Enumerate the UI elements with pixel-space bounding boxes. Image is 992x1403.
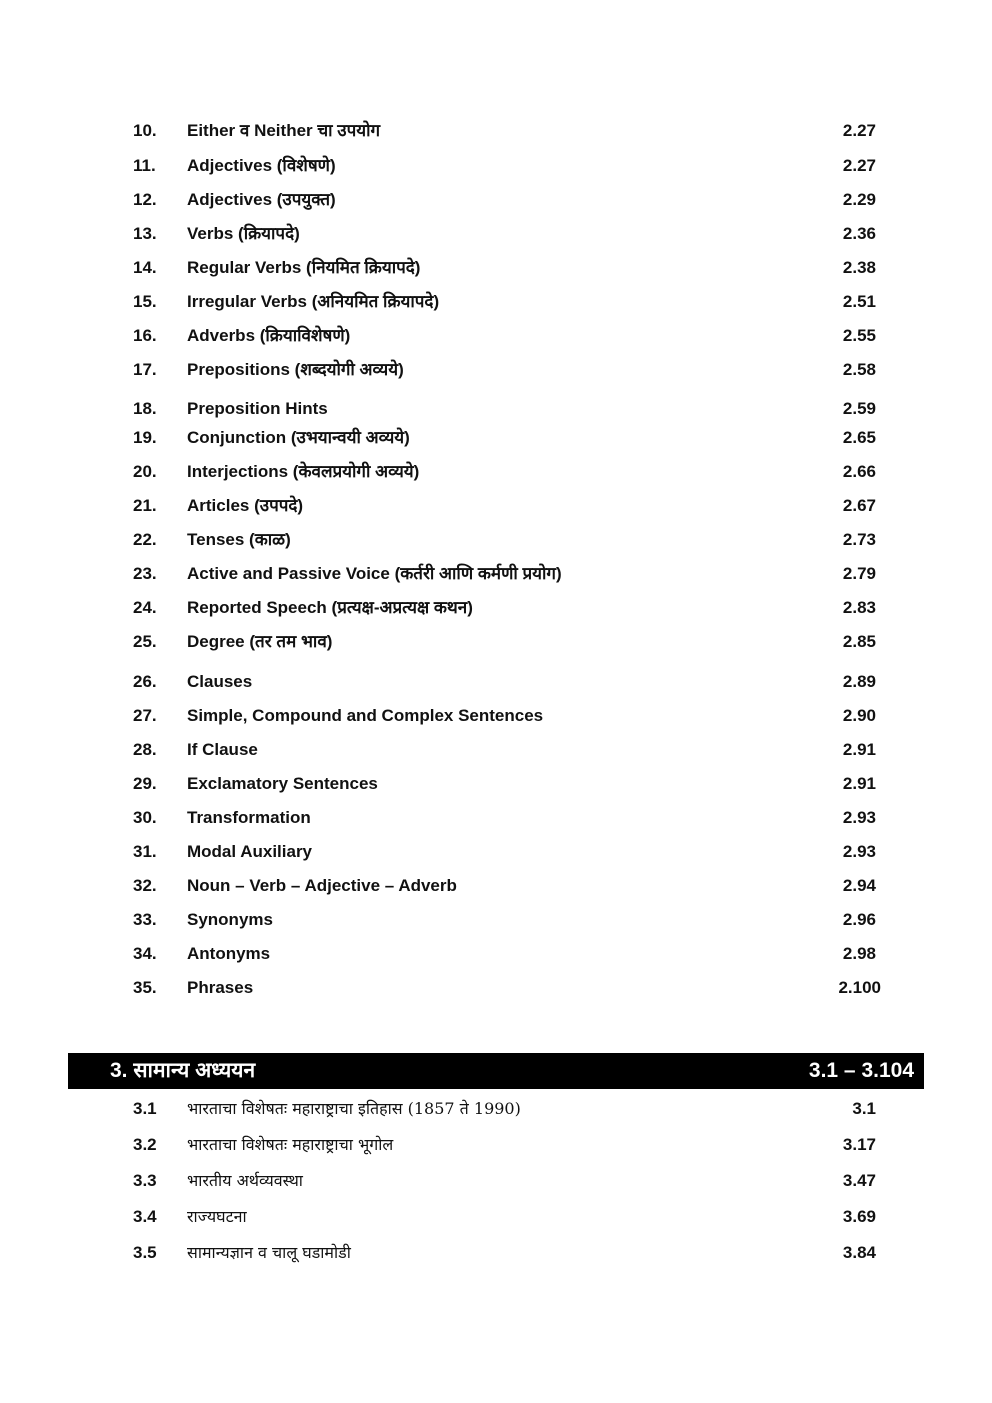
toc-entry: [0, 561, 992, 587]
entry-page: 2.27: [842, 121, 876, 140]
section-page-range: 3.1 – 3.104: [808, 1059, 914, 1082]
entry-page: 2.59: [842, 399, 876, 418]
entry-number: 34.: [133, 944, 157, 963]
toc-entry: [0, 187, 992, 213]
toc-entry: [0, 357, 992, 383]
entry-title: Synonyms: [187, 910, 273, 929]
entry-page: 2.93: [842, 808, 876, 827]
entry-number: 23.: [133, 564, 157, 583]
entry-title: Active and Passive Voice (कर्तरी आणि कर्मणी प्रयोग): [187, 564, 562, 583]
sub-entry-title: भारतीय अर्थव्यवस्था: [187, 1171, 303, 1190]
entry-page: 2.29: [842, 190, 876, 209]
entry-title: Adverbs (क्रियाविशेषणे): [187, 326, 351, 345]
entry-title: Conjunction (उभयान्वयी अव्यये): [187, 428, 410, 447]
entry-page: 2.58: [842, 360, 876, 379]
toc-entry: [0, 153, 992, 179]
toc-entry: [0, 771, 992, 797]
toc-entry: [0, 703, 992, 729]
entry-page: 2.79: [842, 564, 876, 583]
sub-entry-number: 3.3: [133, 1171, 157, 1190]
toc-entry: [0, 459, 992, 485]
section-sub-entry: [0, 1240, 992, 1266]
entry-page: 2.36: [842, 224, 876, 243]
sub-entry-number: 3.4: [133, 1207, 157, 1226]
entry-page: 2.51: [842, 292, 876, 311]
sub-entry-title: भारताचा विशेषतः महाराष्ट्राचा इतिहास (1857 ते 1990): [187, 1099, 521, 1118]
toc-entry: [0, 323, 992, 349]
entry-page: 2.90: [842, 706, 876, 725]
entry-number: 33.: [133, 910, 157, 929]
entry-number: 29.: [133, 774, 157, 793]
toc-entry: [0, 975, 992, 1001]
sub-entry-page: 3.69: [842, 1207, 876, 1226]
entry-number: 22.: [133, 530, 157, 549]
toc-entry: [0, 527, 992, 553]
entry-title: Clauses: [187, 672, 253, 691]
toc-entry: [0, 941, 992, 967]
entry-number: 10.: [133, 121, 157, 140]
sub-entry-page: 3.1: [852, 1099, 876, 1118]
entry-page: 2.65: [842, 428, 876, 447]
sub-entry-title: भारताचा विशेषतः महाराष्ट्राचा भूगोल: [187, 1135, 394, 1154]
entry-page: 2.93: [842, 842, 876, 861]
toc-entry: [0, 289, 992, 315]
entry-page: 2.67: [842, 496, 876, 515]
entry-title: Verbs (क्रियापदे): [187, 224, 300, 243]
sub-entry-page: 3.47: [842, 1171, 876, 1190]
entry-title: Simple, Compound and Complex Sentences: [187, 706, 544, 725]
entry-number: 27.: [133, 706, 157, 725]
entry-title: Irregular Verbs (अनियमित क्रियापदे): [187, 292, 440, 311]
entry-title: Adjectives (उपयुक्त): [187, 190, 336, 209]
entry-title: Interjections (केवलप्रयोगी अव्यये): [187, 462, 420, 481]
sub-entry-page: 3.17: [842, 1135, 876, 1154]
section-heading-bar: [68, 1053, 924, 1089]
entry-page: 2.100: [838, 978, 881, 997]
entry-number: 32.: [133, 876, 157, 895]
entry-number: 20.: [133, 462, 157, 481]
toc-entry: [0, 425, 992, 451]
entry-number: 14.: [133, 258, 157, 277]
entry-page: 2.94: [842, 876, 876, 895]
sub-entry-number: 3.2: [133, 1135, 157, 1154]
sub-entry-title: राज्यघटना: [187, 1207, 247, 1226]
entry-title: Preposition Hints: [187, 399, 328, 418]
section-sub-entry: [0, 1168, 992, 1194]
entry-number: 25.: [133, 632, 157, 651]
sub-entry-number: 3.5: [133, 1243, 157, 1262]
toc-entry: [0, 629, 992, 655]
toc-entry: [0, 255, 992, 281]
entry-number: 24.: [133, 598, 157, 617]
entry-title: Articles (उपपदे): [187, 496, 304, 515]
entry-page: 2.73: [842, 530, 876, 549]
sub-entry-number: 3.1: [133, 1099, 157, 1118]
section-sub-entry: [0, 1096, 992, 1122]
entry-page: 2.91: [842, 774, 876, 793]
entry-number: 28.: [133, 740, 157, 759]
entry-number: 31.: [133, 842, 157, 861]
entry-page: 2.89: [842, 672, 876, 691]
section-title: 3. सामान्य अध्ययन: [110, 1059, 256, 1082]
toc-entry: [0, 221, 992, 247]
entry-number: 12.: [133, 190, 157, 209]
toc-entry: [0, 737, 992, 763]
entry-title: Degree (तर तम भाव): [187, 632, 333, 651]
entry-title: Noun – Verb – Adjective – Adverb: [187, 876, 457, 895]
entry-number: 35.: [133, 978, 157, 997]
toc-entry: [0, 118, 992, 144]
sub-entry-page: 3.84: [842, 1243, 876, 1262]
entry-title: Prepositions (शब्दयोगी अव्यये): [187, 360, 404, 379]
entry-page: 2.98: [842, 944, 876, 963]
entry-title: Antonyms: [187, 944, 271, 963]
entry-number: 15.: [133, 292, 157, 311]
entry-title: If Clause: [187, 740, 258, 759]
entry-number: 21.: [133, 496, 157, 515]
entry-title: Phrases: [187, 978, 254, 997]
entry-number: 13.: [133, 224, 157, 243]
entry-number: 19.: [133, 428, 157, 447]
toc-entry: [0, 907, 992, 933]
entry-title: Modal Auxiliary: [187, 842, 313, 861]
entry-title: Reported Speech (प्रत्यक्ष-अप्रत्यक्ष कथन): [187, 598, 473, 617]
entry-page: 2.38: [842, 258, 876, 277]
toc-entry: [0, 396, 992, 422]
entry-number: 17.: [133, 360, 157, 379]
entry-number: 26.: [133, 672, 157, 691]
toc-entry: [0, 669, 992, 695]
entry-title: Regular Verbs (नियमित क्रियापदे): [187, 258, 421, 277]
section-sub-entry: [0, 1132, 992, 1158]
entry-page: 2.91: [842, 740, 876, 759]
entry-number: 18.: [133, 399, 157, 418]
toc-entry: [0, 839, 992, 865]
section-sub-entry: [0, 1204, 992, 1230]
toc-entry: [0, 595, 992, 621]
entry-page: 2.55: [842, 326, 876, 345]
entry-number: 16.: [133, 326, 157, 345]
entry-page: 2.85: [842, 632, 876, 651]
entry-title: Tenses (काळ): [187, 530, 291, 549]
entry-title: Adjectives (विशेषणे): [187, 156, 336, 175]
entry-page: 2.96: [842, 910, 876, 929]
entry-number: 30.: [133, 808, 157, 827]
entry-title: Either व Neither चा उपयोग: [187, 121, 381, 140]
entry-title: Exclamatory Sentences: [187, 774, 378, 793]
entry-page: 2.27: [842, 156, 876, 175]
entry-page: 2.83: [842, 598, 876, 617]
entry-number: 11.: [133, 156, 156, 175]
toc-entry: [0, 805, 992, 831]
toc-entry: [0, 873, 992, 899]
entry-title: Transformation: [187, 808, 311, 827]
entry-page: 2.66: [842, 462, 876, 481]
toc-entry: [0, 493, 992, 519]
sub-entry-title: सामान्यज्ञान व चालू घडामोडी: [187, 1243, 351, 1262]
